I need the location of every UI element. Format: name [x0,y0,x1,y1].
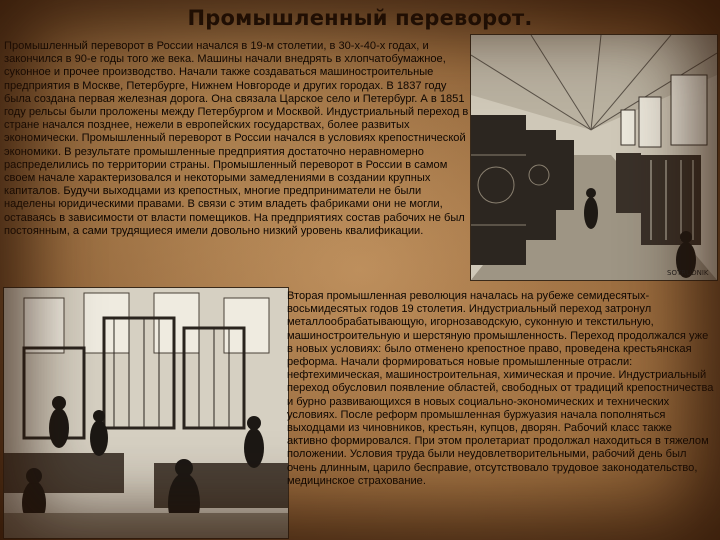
paragraph-second-industrial-revolution: Вторая промышленная революция началась на рубеже семидесятых-восьмидесятых годов 19 столетия. Индустриальный переход затронул металлообрабатывающую, игорнозаводскую, суконную и текстильную, машиностроительную и шерстяную промышленность. Переход продолжался уже в новых условиях: было отменено крепостное право, проведена крестьянская реформа. Начали формироваться новые промышленные отрасли: нефтехимическая, машиностроительная, химическая и прочие. Индустриальный переход обусловил появление областей, свободных от традиций крепостничества и бурно развивающихся в новых социально-экономических и технических условиях. После реформ промышленная буржуазия начала пополняться выходцами из чиновников, крестьян, купцов, дворян. Рабочий класс также активно формировался. При этом пролетариат продолжал находиться в тяжелом положении. Условия труда были неудовлетворительными, рабочий день был очень длинным, царило бесправие, отсутствовало трудовое законодательство, медицинское страхование. [287,290,714,487]
weaving-workshop-engraving-image [3,287,289,539]
paragraph-early-industrial-revolution: Промышленный переворот в России начался в 19-м столетии, в 30-х-40-х годах, и закончился в 90-е годы того же века. Машины начали внедрять в хлопчатобумажное, суконное и прочее производство. Начали также создаваться машиностроительные предприятия в Москве, Петербурге, Нижнем Новгороде и других городах. В 1837 году была создана первая железная дорога. Она связала Царское село и Петербург. А в 1851 году рельсы были проложены между Петербургом и Москвой. Индустриальный переход в стране начался позднее, нежели в европейских государствах, более развитых экономически. Промышленный переворот в России начался в условиях крепостнической экономики. В результате промышленные предприятия достаточно неравномерно распределились по территории страны. Промышленный переворот в России в самом своем начале характеризовался и некоторыми замедлениями в создании крупных капиталов. Будучи выходцами из крепостных, многие предприниматели не были наделены юридическими правами. В связи с этим владеть фабриками они не могли, оставаясь в зависимости от власти помещиков. На предприятиях состав рабочих не был постоянным, а сами трудящиеся имели довольно низкий уровень квалификации. [4,40,469,237]
image-watermark: SOTRUDNIK [667,269,709,277]
factory-hall-engraving-image [470,34,718,281]
slide-title: Промышленный переворот. [187,6,533,30]
